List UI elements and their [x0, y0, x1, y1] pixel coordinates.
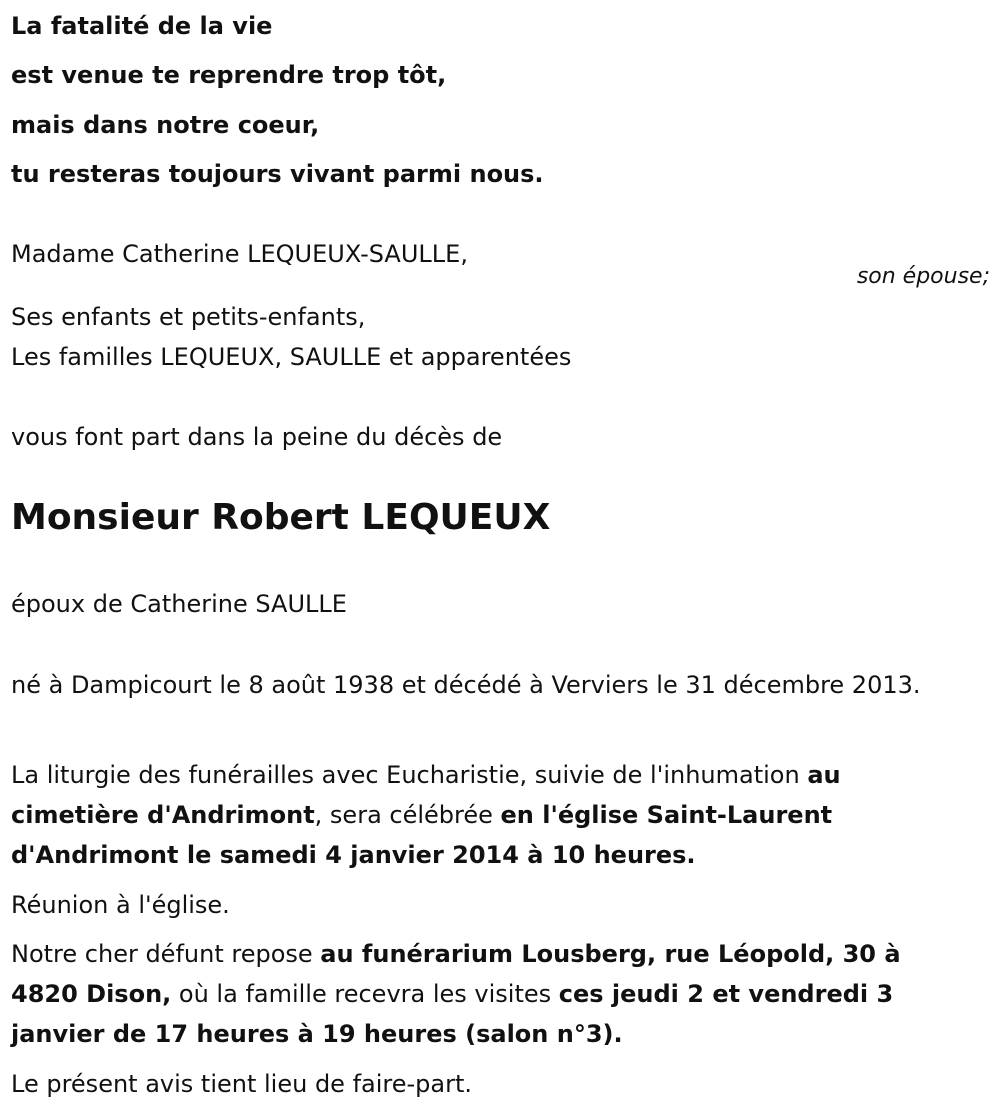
funeral-paragraph: [11, 755, 951, 875]
meeting-line: Réunion à l'église.: [11, 891, 230, 919]
spouse-name: Madame Catherine LEQUEUX-SAULLE,: [11, 240, 468, 268]
spouse-of: époux de Catherine SAULLE: [11, 590, 347, 618]
poem-line-1: La fatalité de la vie: [11, 12, 273, 40]
deceased-name: Monsieur Robert LEQUEUX: [11, 497, 551, 538]
poem-line-4: tu resteras toujours vivant parmi nous.: [11, 160, 544, 188]
visitation-text-1: Notre cher défunt repose: [11, 940, 321, 968]
poem-line-3: mais dans notre coeur,: [11, 111, 320, 139]
visitation-location: au funérarium Lousberg, rue Léopold, 30 à 4820 Dison,: [11, 940, 901, 1008]
funeral-cemetery: au cimetière d'Andrimont: [11, 761, 841, 829]
families-line: Les familles LEQUEUX, SAULLE et apparentées: [11, 343, 572, 371]
visitation-text-2: où la famille recevra les visites: [171, 980, 559, 1008]
spouse-role: son épouse;: [856, 264, 990, 289]
funeral-church-date: en l'église Saint-Laurent d'Andrimont le samedi 4 janvier 2014 à 10 heures.: [11, 801, 833, 869]
visitation-times: ces jeudi 2 et vendredi 3 janvier de 17 heures à 19 heures (salon n°3).: [11, 980, 894, 1048]
funeral-text-1: La liturgie des funérailles avec Eucharistie, suivie de l'inhumation: [11, 761, 808, 789]
children-line: Ses enfants et petits-enfants,: [11, 303, 366, 331]
announcement: vous font part dans la peine du décès de: [11, 423, 503, 451]
closing-line: Le présent avis tient lieu de faire-part.: [11, 1070, 473, 1098]
life-dates: né à Dampicourt le 8 août 1938 et décédé à Verviers le 31 décembre 2013.: [11, 671, 921, 699]
visitation-paragraph: [11, 934, 951, 1054]
funeral-text-2: , sera célébrée: [314, 801, 501, 829]
poem-line-2: est venue te reprendre trop tôt,: [11, 61, 447, 89]
